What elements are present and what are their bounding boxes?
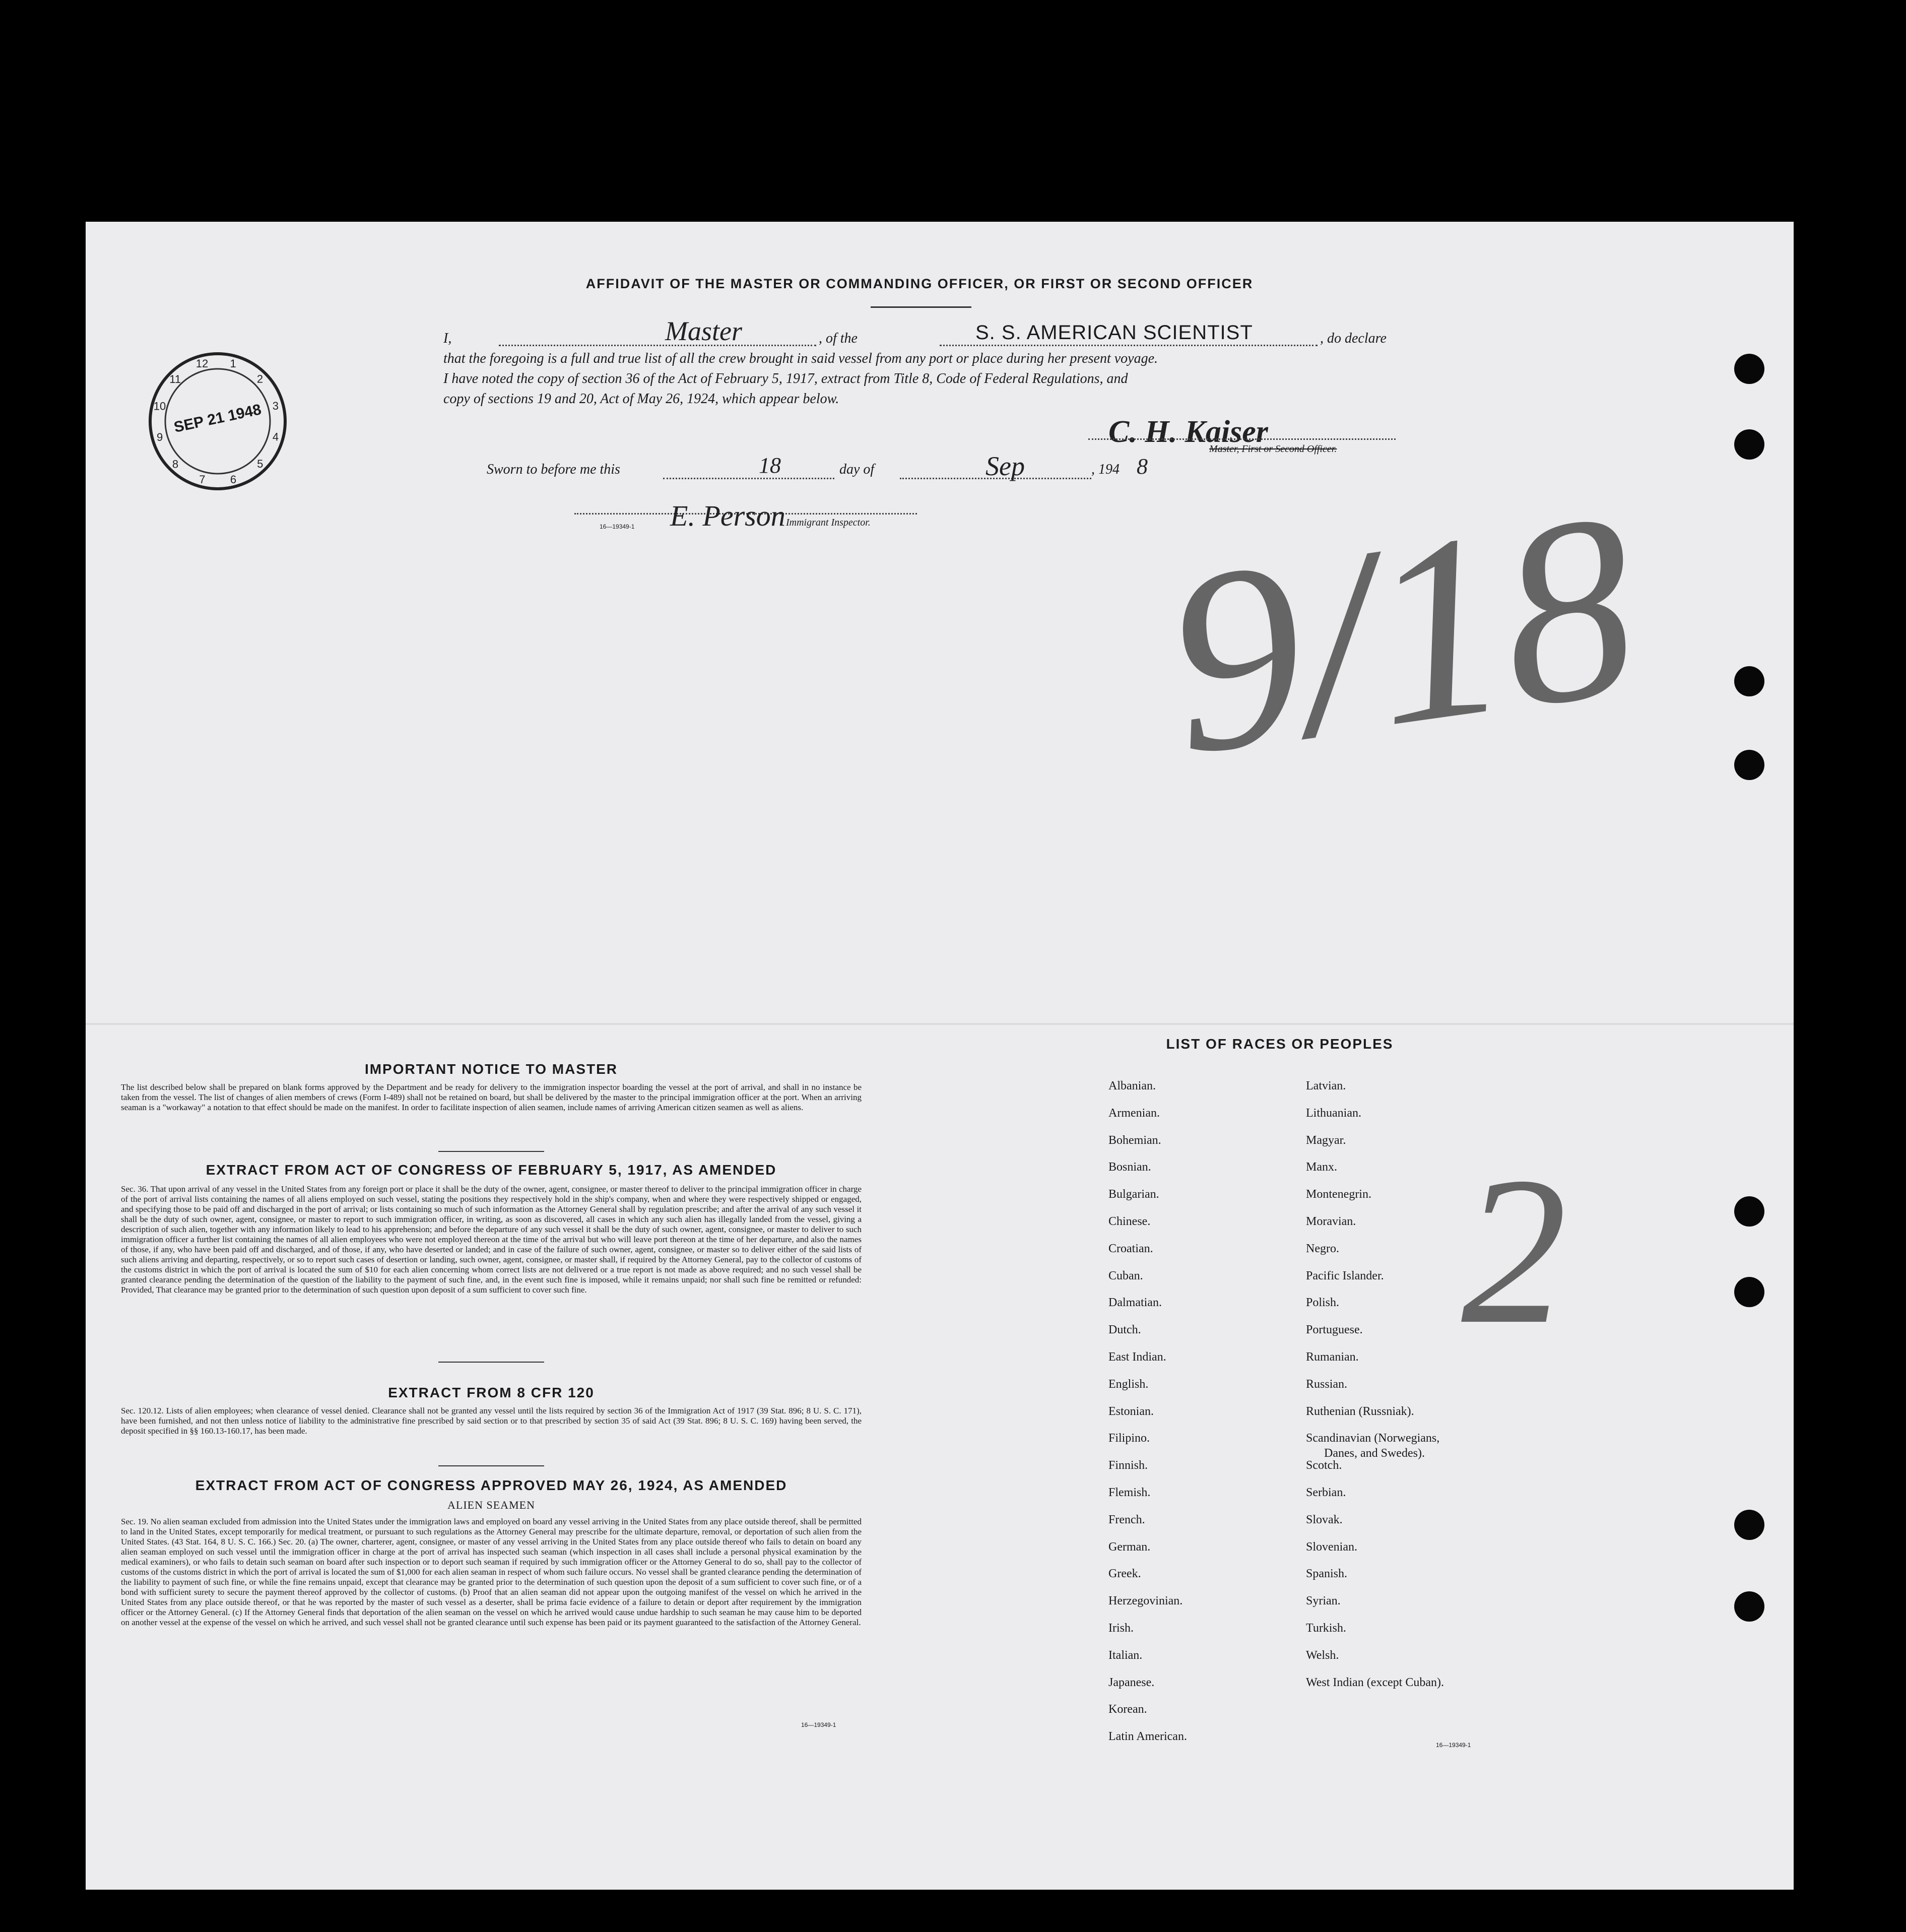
form-code: 16—19349-1 [600, 523, 635, 530]
extract-1924-title: EXTRACT FROM ACT OF CONGRESS APPROVED MAY 26, 1924, AS AMENDED [195, 1477, 787, 1493]
race-item: Croatian. [1108, 1242, 1153, 1255]
binder-hole [1734, 666, 1764, 696]
race-item: Negro. [1306, 1242, 1339, 1255]
race-item: Japanese. [1108, 1676, 1155, 1689]
race-item: Greek. [1108, 1567, 1141, 1581]
race-item: Syrian. [1306, 1594, 1341, 1608]
race-item: French. [1108, 1513, 1145, 1526]
stamp-number: 6 [230, 473, 237, 486]
sworn-day: 18 [759, 453, 781, 478]
day-of-label: day of [839, 462, 875, 477]
stamp-number: 2 [256, 372, 264, 385]
binder-hole [1734, 429, 1764, 460]
race-item: Moravian. [1306, 1215, 1356, 1228]
race-item: Welsh. [1306, 1648, 1339, 1662]
stamp-number: 11 [169, 373, 181, 385]
sworn-label: Sworn to before me this [487, 462, 620, 477]
i-label: I, [443, 331, 452, 346]
affidavit-line1 [443, 316, 1401, 353]
inspector-signature: E. Person [670, 499, 785, 532]
binder-hole [1734, 750, 1764, 780]
race-item: Danes, and Swedes). [1324, 1447, 1425, 1460]
extract-cfr-title: EXTRACT FROM 8 CFR 120 [388, 1385, 595, 1400]
race-item: Manx. [1306, 1161, 1337, 1174]
page-fold [86, 1023, 1794, 1025]
race-item: Bohemian. [1108, 1133, 1161, 1147]
handwritten-number: 2 [1461, 1133, 1567, 1368]
binder-hole [1734, 1591, 1764, 1622]
handwritten-date: 9/18 [1151, 458, 1653, 810]
race-item: Estonian. [1108, 1404, 1154, 1418]
signature-line [1088, 433, 1396, 440]
race-item: Bulgarian. [1108, 1188, 1159, 1201]
title-rule [871, 306, 971, 308]
races-form-code: 16—19349-1 [1436, 1742, 1471, 1749]
race-item: Pacific Islander. [1306, 1269, 1384, 1282]
race-item: Bosnian. [1108, 1161, 1151, 1174]
race-item: Slovak. [1306, 1513, 1343, 1526]
race-item: Montenegrin. [1306, 1188, 1371, 1201]
extract-cfr-text: Sec. 120.12. Lists of alien employees; when clearance of vessel denied. Clearance shall not be granted any vessel until the lists required by section 36 of the Immigration Act of 1917 (39 Stat. 896; 8 U. S. C. 171), have been furnished, and not then unless notice of liability to the administrative fine prescribed by said section or to that prescribed by section 35 of said Act (39 Stat. 896; 8 U. S. C. 169) having been served, the deposit specified in §§ 160.13-160.17, has been made. [121, 1406, 862, 1436]
race-item: Filipino. [1108, 1432, 1150, 1445]
race-item: Irish. [1108, 1622, 1134, 1635]
stamp-number: 7 [199, 473, 206, 486]
race-item: Rumanian. [1306, 1350, 1359, 1364]
master-handwritten: Master [665, 316, 742, 346]
inspector-label: Immigrant Inspector. [786, 517, 871, 528]
race-item: Portuguese. [1306, 1323, 1363, 1337]
do-declare-label: , do declare [1320, 331, 1387, 346]
race-item: Chinese. [1108, 1215, 1151, 1228]
extract-1917-text: Sec. 36. That upon arrival of any vessel in the United States from any foreign port or place it shall be the duty of the owner, agent, consignee, or master thereof to deliver to the principal immigration officer in charge of the port of arrival lists containing the names of all aliens employed on such vessel, stating the positions they respectively hold in the ship's company, when and where they were respectively shipped or engaged, and specifying those to be paid off and discharged in the port of arrival; or lists containing so much of such information as the Attorney General shall by regulation prescribe; and after the arrival of any such vessel it shall be the duty of such owner, agent, consignee, or master to report to such immigration officer, in writing, as soon as discovered, all cases in which any such alien has illegally landed from the vessel, giving a description of such alien, together with any information likely to lead to his apprehension; and before the departure of any such vessel it shall be the duty of such owner, agent, consignee, or master to deliver to such immigration officer a further list containing the names of all alien employees who were not employed thereon at the time of the arrival but who will leave port thereon at the time of her departure, and also the names of those, if any, who have been paid off and discharged, and of those, if any, who have deserted or landed; and in case of the failure of such owner, agent, consignee, or master so to deliver either of the said lists of such aliens arriving and departing, respectively, or so to report such cases of desertion or landing, such owner, agent, consignee, or master shall, if required by the Attorney General, pay to the collector of customs of the customs district in which the port of arrival is located the sum of $10 for each alien concerning whom correct lists are not delivered or a true report is not made as above required; and no such vessel shall be granted clearance pending the determination of the question of the liability to the payment of such fine, and, in the event such fine is imposed, while it remains unpaid; nor shall such fine be remitted or refunded: Provided, That clearance may be granted prior to the determination of such question upon deposit of a sum sufficient to cover such fine. [121, 1184, 862, 1295]
sworn-month: Sep [985, 451, 1025, 481]
vessel-name: S. S. AMERICAN SCIENTIST [975, 321, 1253, 344]
vessel-line [940, 329, 1318, 346]
year-suffix: 8 [1137, 454, 1148, 479]
year-prefix: , 194 [1091, 462, 1120, 477]
race-item: East Indian. [1108, 1350, 1166, 1364]
race-item: Dalmatian. [1108, 1296, 1162, 1310]
race-item: English. [1108, 1377, 1149, 1391]
race-item: Russian. [1306, 1377, 1348, 1391]
name-line [499, 329, 816, 346]
binder-hole [1734, 354, 1764, 384]
master-signature: C. H. Kaiser [1108, 415, 1268, 449]
race-item: Serbian. [1306, 1486, 1346, 1499]
affidavit-line4: copy of sections 19 and 20, Act of May 26, 1924, which appear below. [443, 391, 839, 407]
race-item: Lithuanian. [1306, 1106, 1361, 1120]
race-item: West Indian (except Cuban). [1306, 1676, 1444, 1689]
stamp-number: 8 [172, 458, 179, 471]
extract-form-code: 16—19349-1 [801, 1721, 836, 1728]
race-item: Scandinavian (Norwegians, [1306, 1432, 1440, 1445]
race-item: Flemish. [1108, 1486, 1151, 1499]
sworn-line [487, 451, 1192, 492]
officer-label: Master, First or Second Officer. [1209, 443, 1337, 455]
binder-hole [1734, 1510, 1764, 1540]
stamp-number: 10 [153, 400, 166, 413]
date-stamp [147, 351, 288, 492]
stamp-number: 1 [230, 357, 236, 370]
race-item: Turkish. [1306, 1622, 1346, 1635]
extract-1924-text: Sec. 19. No alien seaman excluded from admission into the United States under the immigration laws and employed on board any vessel arriving in the United States from any place outside thereof, shall be permitted to land in the United States, except temporarily for medical treatment, or pursuant to such regulations as the Attorney General may prescribe for the ultimate departure, removal, or deportation of such alien from the United States. (43 Stat. 164, 8 U. S. C. 166.) Sec. 20. (a) The owner, charterer, agent, consignee, or master of any vessel arriving in the United States from any place outside thereof who fails to detain on board any alien seaman employed on such vessel until the immigration officer in charge at the port of arrival has inspected such seaman (which inspection in all cases shall include a personal physical examination by the medical examiners), or who fails to detain such seaman on board after such inspection or to deport such seaman if required by such immigration officer or the Attorney General to do so, shall pay to the collector of customs of the customs district in which the port of arrival is located the sum of $1,000 for each alien seaman in respect of whom such failure occurs. No vessel shall be granted clearance pending the determination of the liability to payment of such fine, or while the fine remains unpaid, except that clearance may be granted prior to the determination of such question upon the deposit of a sum sufficient to cover such fine, or of a bond with sufficient surety to secure the payment thereof approved by the collector of customs. (b) Proof that an alien seaman did not appear upon the outgoing manifest of the vessel on which he arrived in the United States from any place outside thereof, or that he was reported by the master of such vessel as a deserter, shall be prima facie evidence of a failure to detain or deport after requirement by the immigration officer or the Attorney General. (c) If the Attorney General finds that deportation of the alien seaman on the vessel on which he arrived would cause undue hardship to such seaman he may cause him to be deported on another vessel at the expense of the vessel on which he arrived, and such vessel shall not be granted clearance until such expense has been paid or its payment guaranteed to the satisfaction of the Attorney General. [121, 1517, 862, 1627]
race-item: Italian. [1108, 1648, 1143, 1662]
affidavit-line3: I have noted the copy of section 36 of the Act of February 5, 1917, extract from Title 8, Code of Federal Regulations, and [443, 371, 1128, 387]
race-item: German. [1108, 1540, 1151, 1554]
race-item: Spanish. [1306, 1567, 1348, 1581]
stamp-number: 9 [156, 431, 163, 443]
notice-text: The list described below shall be prepared on blank forms approved by the Department and be ready for delivery to the immigration inspector boarding the vessel at the port of arrival, and shall in no instance be taken from the vessel. The list of changes of alien members of crews (Form I-489) shall not be retained on board, but shall be delivered by the master to the principal immigration officer at the port. When an arriving seaman is a "workaway" a notation to that effect should be made on the manifest. In order to facilitate inspection of alien seamen, include names of arriving American citizen seamen as well as aliens. [121, 1082, 862, 1112]
extract-1924-subtitle: ALIEN SEAMEN [447, 1499, 535, 1511]
race-item: Dutch. [1108, 1323, 1141, 1337]
binder-hole [1734, 1277, 1764, 1307]
race-item: Herzegovinian. [1108, 1594, 1183, 1608]
notice-rule [438, 1151, 544, 1152]
stamp-number: 12 [195, 357, 209, 370]
binder-hole [1734, 1196, 1764, 1227]
race-item: Scotch. [1306, 1459, 1342, 1472]
of-the-label: , of the [819, 331, 858, 346]
day-line [663, 462, 834, 479]
race-item: Slovenian. [1306, 1540, 1357, 1554]
race-item: Polish. [1306, 1296, 1340, 1310]
race-item: Finnish. [1108, 1459, 1148, 1472]
extract-1917-title: EXTRACT FROM ACT OF CONGRESS OF FEBRUARY 5, 1917, AS AMENDED [206, 1162, 777, 1178]
races-title: LIST OF RACES OR PEOPLES [1166, 1036, 1394, 1052]
race-item: Latin American. [1108, 1730, 1187, 1744]
race-item: Armenian. [1108, 1106, 1160, 1120]
race-item: Albanian. [1108, 1079, 1156, 1092]
races-column-1 [1108, 1079, 1310, 1755]
race-item: Latvian. [1306, 1079, 1346, 1092]
stamp-number: 4 [272, 430, 279, 443]
stamp-number: 3 [272, 400, 279, 412]
race-item: Ruthenian (Russniak). [1306, 1404, 1414, 1418]
stamp-number: 5 [257, 458, 264, 470]
race-item: Korean. [1108, 1703, 1147, 1716]
affidavit-line2: that the foregoing is a full and true list of all the crew brought in said vessel from any port or place during her present voyage. [443, 351, 1158, 366]
race-item: Magyar. [1306, 1133, 1346, 1147]
extract-cfr-rule [438, 1465, 544, 1466]
affidavit-title: AFFIDAVIT OF THE MASTER OR COMMANDING OFFICER, OR FIRST OR SECOND OFFICER [585, 276, 1254, 291]
races-column-2 [1306, 1079, 1608, 1755]
stamp-date: SEP 21 1948 [172, 401, 263, 436]
notice-title: IMPORTANT NOTICE TO MASTER [364, 1061, 618, 1077]
race-item: Cuban. [1108, 1269, 1143, 1282]
extract-1917-rule [438, 1362, 544, 1363]
